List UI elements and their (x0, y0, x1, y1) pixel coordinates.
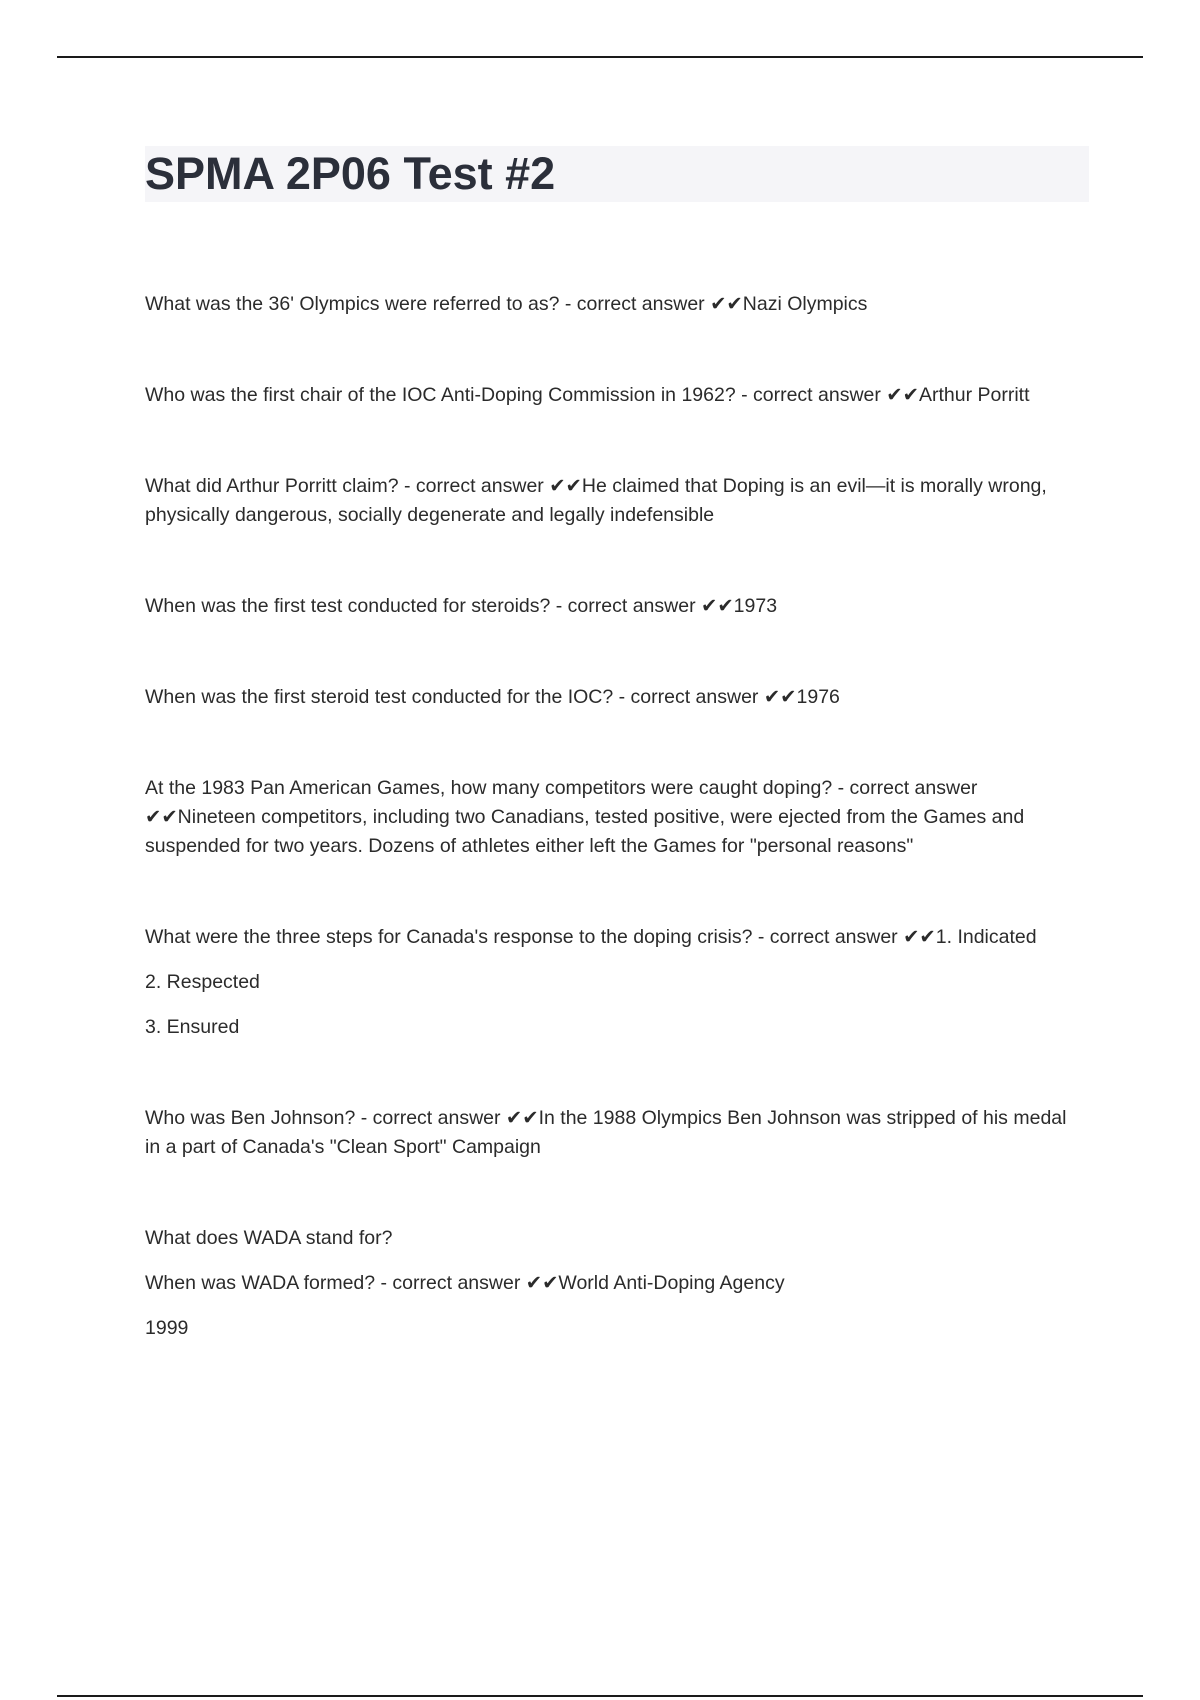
qa-line: What does WADA stand for? (145, 1227, 393, 1249)
qa-item (145, 381, 1085, 410)
top-rule (57, 56, 1143, 58)
qa-item (145, 683, 1085, 712)
qa-line: What did Arthur Porritt claim? - correct answer ✔✔He claimed that Doping is an evil—it is morally wrong, physically dangerous, socially degenerate and legally indefensible (145, 475, 1047, 526)
qa-line: 3. Ensured (145, 1016, 240, 1038)
qa-line: When was WADA formed? - correct answer ✔✔World Anti-Doping Agency (145, 1272, 785, 1294)
qa-line: At the 1983 Pan American Games, how many competitors were caught doping? - correct answer ✔✔Nineteen competitors, including two Canadians, tested positive, were ejected from the Games and suspended for two years. Dozens of athletes either left the Games for "personal reasons" (145, 777, 1025, 857)
qa-line: Who was Ben Johnson? - correct answer ✔✔In the 1988 Olympics Ben Johnson was stripped of his medal in a part of Canada's "Clean Sport" Campaign (145, 1107, 1067, 1158)
qa-line: What was the 36' Olympics were referred to as? - correct answer ✔✔Nazi Olympics (145, 293, 868, 315)
page-title: SPMA 2P06 Test #2 (145, 148, 556, 199)
qa-line: 1999 (145, 1317, 189, 1339)
qa-line: When was the first test conducted for steroids? - correct answer ✔✔1973 (145, 595, 778, 617)
qa-item (145, 1104, 1085, 1162)
bottom-rule (57, 1695, 1143, 1697)
qa-item (145, 472, 1085, 530)
qa-line: What were the three steps for Canada's response to the doping crisis? - correct answer ✔✔1. Indicated (145, 926, 1037, 948)
qa-item (145, 592, 1085, 621)
qa-item (145, 1224, 1085, 1343)
qa-list (145, 290, 1085, 1343)
qa-item (145, 774, 1085, 861)
qa-line: 2. Respected (145, 971, 260, 993)
qa-item (145, 923, 1085, 1042)
qa-item (145, 290, 1085, 319)
qa-line: When was the first steroid test conducted for the IOC? - correct answer ✔✔1976 (145, 686, 840, 708)
qa-line: Who was the first chair of the IOC Anti-Doping Commission in 1962? - correct answer ✔✔Arthur Porritt (145, 384, 1030, 406)
